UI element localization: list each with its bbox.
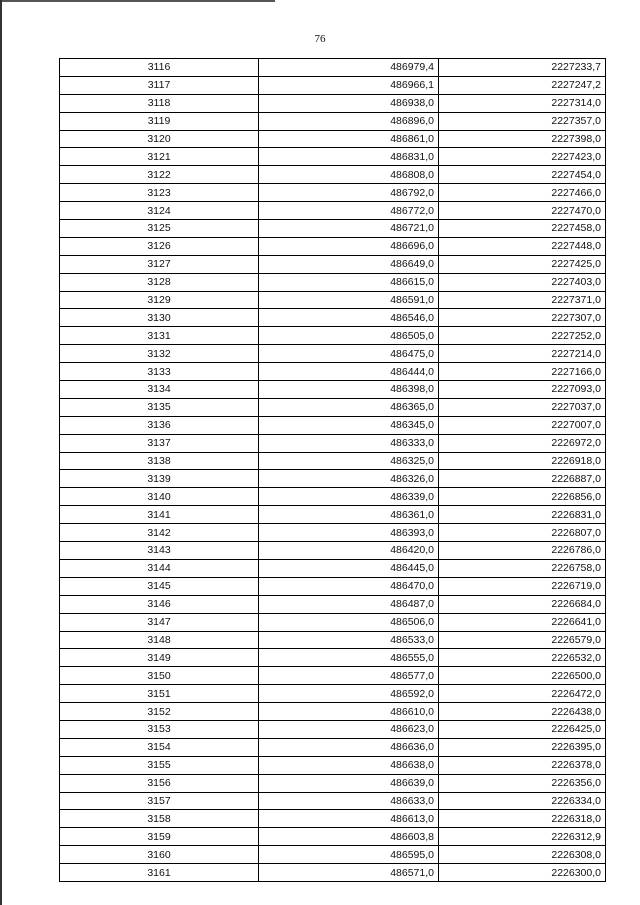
point-number-cell: 3123	[60, 184, 259, 202]
table-row	[60, 381, 606, 399]
x-coordinate-cell: 486610,0	[259, 703, 439, 721]
x-coordinate-cell: 486595,0	[259, 846, 439, 864]
x-coordinate-cell: 486633,0	[259, 792, 439, 810]
table-row	[60, 94, 606, 112]
table-row	[60, 452, 606, 470]
point-number-cell: 3146	[60, 595, 259, 613]
y-coordinate-cell: 2226918,0	[439, 452, 606, 470]
y-coordinate-cell: 2227448,0	[439, 237, 606, 255]
point-number-cell: 3143	[60, 542, 259, 560]
point-number-cell: 3122	[60, 166, 259, 184]
y-coordinate-cell: 2226532,0	[439, 649, 606, 667]
x-coordinate-cell: 486808,0	[259, 166, 439, 184]
point-number-cell: 3158	[60, 810, 259, 828]
point-number-cell: 3131	[60, 327, 259, 345]
x-coordinate-cell: 486721,0	[259, 220, 439, 238]
table-row	[60, 720, 606, 738]
point-number-cell: 3140	[60, 488, 259, 506]
y-coordinate-cell: 2226786,0	[439, 542, 606, 560]
table-row	[60, 273, 606, 291]
table-row	[60, 685, 606, 703]
table-row	[60, 559, 606, 577]
x-coordinate-cell: 486592,0	[259, 685, 439, 703]
table-row	[60, 703, 606, 721]
x-coordinate-cell: 486470,0	[259, 577, 439, 595]
table-row	[60, 202, 606, 220]
y-coordinate-cell: 2227166,0	[439, 363, 606, 381]
y-coordinate-cell: 2226356,0	[439, 774, 606, 792]
y-coordinate-cell: 2226856,0	[439, 488, 606, 506]
y-coordinate-cell: 2226318,0	[439, 810, 606, 828]
x-coordinate-cell: 486420,0	[259, 542, 439, 560]
table-row	[60, 237, 606, 255]
y-coordinate-cell: 2227357,0	[439, 112, 606, 130]
table-row	[60, 631, 606, 649]
point-number-cell: 3151	[60, 685, 259, 703]
table-row	[60, 756, 606, 774]
table-row	[60, 148, 606, 166]
table-row	[60, 810, 606, 828]
y-coordinate-cell: 2227403,0	[439, 273, 606, 291]
x-coordinate-cell: 486577,0	[259, 667, 439, 685]
x-coordinate-cell: 486475,0	[259, 345, 439, 363]
point-number-cell: 3132	[60, 345, 259, 363]
table-row	[60, 792, 606, 810]
table-row	[60, 577, 606, 595]
table-row	[60, 613, 606, 631]
x-coordinate-cell: 486505,0	[259, 327, 439, 345]
table-row	[60, 309, 606, 327]
table-row	[60, 327, 606, 345]
y-coordinate-cell: 2226395,0	[439, 738, 606, 756]
y-coordinate-cell: 2227423,0	[439, 148, 606, 166]
point-number-cell: 3148	[60, 631, 259, 649]
y-coordinate-cell: 2227458,0	[439, 220, 606, 238]
y-coordinate-cell: 2227037,0	[439, 398, 606, 416]
x-coordinate-cell: 486326,0	[259, 470, 439, 488]
point-number-cell: 3124	[60, 202, 259, 220]
point-number-cell: 3118	[60, 94, 259, 112]
point-number-cell: 3136	[60, 416, 259, 434]
y-coordinate-cell: 2226334,0	[439, 792, 606, 810]
y-coordinate-cell: 2226312,9	[439, 828, 606, 846]
y-coordinate-cell: 2227371,0	[439, 291, 606, 309]
table-row	[60, 184, 606, 202]
point-number-cell: 3142	[60, 524, 259, 542]
y-coordinate-cell: 2227470,0	[439, 202, 606, 220]
x-coordinate-cell: 486546,0	[259, 309, 439, 327]
x-coordinate-cell: 486325,0	[259, 452, 439, 470]
y-coordinate-cell: 2226641,0	[439, 613, 606, 631]
x-coordinate-cell: 486506,0	[259, 613, 439, 631]
x-coordinate-cell: 486487,0	[259, 595, 439, 613]
table-row	[60, 112, 606, 130]
y-coordinate-cell: 2227398,0	[439, 130, 606, 148]
point-number-cell: 3145	[60, 577, 259, 595]
x-coordinate-cell: 486649,0	[259, 255, 439, 273]
x-coordinate-cell: 486533,0	[259, 631, 439, 649]
x-coordinate-cell: 486603,8	[259, 828, 439, 846]
page-number: 76	[314, 33, 326, 45]
point-number-cell: 3138	[60, 452, 259, 470]
y-coordinate-cell: 2226425,0	[439, 720, 606, 738]
x-coordinate-cell: 486361,0	[259, 506, 439, 524]
x-coordinate-cell: 486444,0	[259, 363, 439, 381]
y-coordinate-cell: 2227466,0	[439, 184, 606, 202]
table-row	[60, 470, 606, 488]
x-coordinate-cell: 486445,0	[259, 559, 439, 577]
y-coordinate-cell: 2226500,0	[439, 667, 606, 685]
point-number-cell: 3119	[60, 112, 259, 130]
table-row	[60, 846, 606, 864]
point-number-cell: 3129	[60, 291, 259, 309]
y-coordinate-cell: 2226684,0	[439, 595, 606, 613]
x-coordinate-cell: 486979,4	[259, 59, 439, 77]
y-coordinate-cell: 2226719,0	[439, 577, 606, 595]
x-coordinate-cell: 486571,0	[259, 864, 439, 882]
point-number-cell: 3161	[60, 864, 259, 882]
y-coordinate-cell: 2226831,0	[439, 506, 606, 524]
x-coordinate-cell: 486696,0	[259, 237, 439, 255]
x-coordinate-cell: 486792,0	[259, 184, 439, 202]
point-number-cell: 3156	[60, 774, 259, 792]
table-row	[60, 828, 606, 846]
table-row	[60, 398, 606, 416]
x-coordinate-cell: 486636,0	[259, 738, 439, 756]
table-row	[60, 76, 606, 94]
x-coordinate-cell: 486339,0	[259, 488, 439, 506]
y-coordinate-cell: 2227214,0	[439, 345, 606, 363]
table-row	[60, 667, 606, 685]
table-row	[60, 595, 606, 613]
coordinates-table	[59, 58, 606, 882]
table-row	[60, 774, 606, 792]
x-coordinate-cell: 486555,0	[259, 649, 439, 667]
point-number-cell: 3120	[60, 130, 259, 148]
y-coordinate-cell: 2226300,0	[439, 864, 606, 882]
y-coordinate-cell: 2226758,0	[439, 559, 606, 577]
point-number-cell: 3137	[60, 434, 259, 452]
point-number-cell: 3150	[60, 667, 259, 685]
x-coordinate-cell: 486638,0	[259, 756, 439, 774]
y-coordinate-cell: 2227425,0	[439, 255, 606, 273]
point-number-cell: 3155	[60, 756, 259, 774]
point-number-cell: 3149	[60, 649, 259, 667]
point-number-cell: 3134	[60, 381, 259, 399]
point-number-cell: 3153	[60, 720, 259, 738]
x-coordinate-cell: 486345,0	[259, 416, 439, 434]
y-coordinate-cell: 2227307,0	[439, 309, 606, 327]
table-row	[60, 434, 606, 452]
table-row	[60, 130, 606, 148]
x-coordinate-cell: 486966,1	[259, 76, 439, 94]
table-row	[60, 291, 606, 309]
x-coordinate-cell: 486639,0	[259, 774, 439, 792]
point-number-cell: 3159	[60, 828, 259, 846]
x-coordinate-cell: 486591,0	[259, 291, 439, 309]
y-coordinate-cell: 2226887,0	[439, 470, 606, 488]
point-number-cell: 3127	[60, 255, 259, 273]
y-coordinate-cell: 2227314,0	[439, 94, 606, 112]
point-number-cell: 3125	[60, 220, 259, 238]
table-row	[60, 506, 606, 524]
x-coordinate-cell: 486393,0	[259, 524, 439, 542]
point-number-cell: 3157	[60, 792, 259, 810]
x-coordinate-cell: 486615,0	[259, 273, 439, 291]
point-number-cell: 3144	[60, 559, 259, 577]
point-number-cell: 3126	[60, 237, 259, 255]
x-coordinate-cell: 486613,0	[259, 810, 439, 828]
point-number-cell: 3139	[60, 470, 259, 488]
x-coordinate-cell: 486772,0	[259, 202, 439, 220]
y-coordinate-cell: 2226807,0	[439, 524, 606, 542]
point-number-cell: 3130	[60, 309, 259, 327]
y-coordinate-cell: 2227247,2	[439, 76, 606, 94]
y-coordinate-cell: 2226308,0	[439, 846, 606, 864]
table-row	[60, 649, 606, 667]
table-row	[60, 542, 606, 560]
y-coordinate-cell: 2226378,0	[439, 756, 606, 774]
coordinates-table-body	[60, 59, 606, 882]
point-number-cell: 3141	[60, 506, 259, 524]
x-coordinate-cell: 486365,0	[259, 398, 439, 416]
y-coordinate-cell: 2226579,0	[439, 631, 606, 649]
point-number-cell: 3121	[60, 148, 259, 166]
table-row	[60, 363, 606, 381]
table-row	[60, 345, 606, 363]
x-coordinate-cell: 486831,0	[259, 148, 439, 166]
point-number-cell: 3152	[60, 703, 259, 721]
y-coordinate-cell: 2227454,0	[439, 166, 606, 184]
y-coordinate-cell: 2227093,0	[439, 381, 606, 399]
y-coordinate-cell: 2227007,0	[439, 416, 606, 434]
point-number-cell: 3160	[60, 846, 259, 864]
y-coordinate-cell: 2226472,0	[439, 685, 606, 703]
table-row	[60, 524, 606, 542]
x-coordinate-cell: 486333,0	[259, 434, 439, 452]
table-row	[60, 166, 606, 184]
point-number-cell: 3128	[60, 273, 259, 291]
y-coordinate-cell: 2226972,0	[439, 434, 606, 452]
table-row	[60, 738, 606, 756]
y-coordinate-cell: 2227233,7	[439, 59, 606, 77]
x-coordinate-cell: 486398,0	[259, 381, 439, 399]
scan-artifact-edge	[0, 0, 2, 905]
point-number-cell: 3135	[60, 398, 259, 416]
scan-artifact-line	[0, 0, 275, 2]
table-row	[60, 416, 606, 434]
point-number-cell: 3117	[60, 76, 259, 94]
y-coordinate-cell: 2226438,0	[439, 703, 606, 721]
x-coordinate-cell: 486623,0	[259, 720, 439, 738]
x-coordinate-cell: 486861,0	[259, 130, 439, 148]
x-coordinate-cell: 486938,0	[259, 94, 439, 112]
point-number-cell: 3116	[60, 59, 259, 77]
table-row	[60, 864, 606, 882]
point-number-cell: 3133	[60, 363, 259, 381]
point-number-cell: 3154	[60, 738, 259, 756]
table-row	[60, 59, 606, 77]
table-row	[60, 255, 606, 273]
table-row	[60, 220, 606, 238]
y-coordinate-cell: 2227252,0	[439, 327, 606, 345]
x-coordinate-cell: 486896,0	[259, 112, 439, 130]
table-row	[60, 488, 606, 506]
point-number-cell: 3147	[60, 613, 259, 631]
